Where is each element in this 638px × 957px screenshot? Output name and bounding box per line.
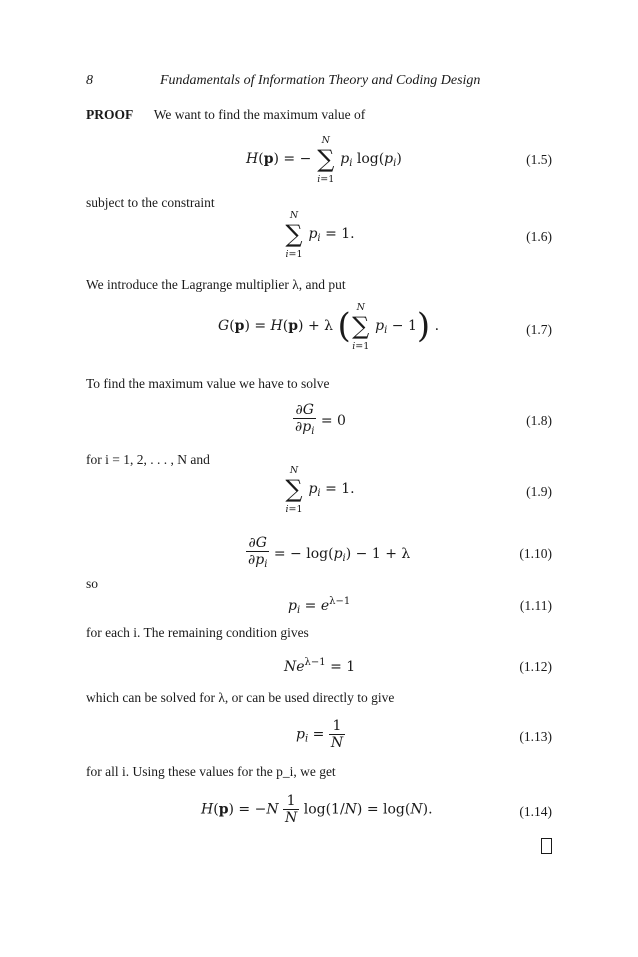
page-number: 8	[86, 73, 93, 88]
text-subject-to: subject to the constraint	[86, 195, 215, 210]
equation-1-9: N ∑ i=1 $p_i = 1$.	[285, 465, 355, 515]
equation-1-8: $\frac{\partial G}{\partial p_i}$ = 0	[295, 402, 346, 437]
eq-number-1-9: (1.9)	[526, 484, 552, 499]
equation-1-12: $Ne^{\lambda-1} = 1$	[284, 657, 356, 675]
text-for-all-i: for all i. Using these values for the p_i, we get	[86, 764, 336, 779]
equation-1-11: $p_i = e^{\lambda-1}$	[288, 596, 351, 616]
text-which-can: which can be solved for λ, or can be used directly to give	[86, 690, 395, 705]
running-title: Fundamentals of Information Theory and Coding Design	[160, 73, 481, 88]
equation-1-5: H(p) = − N ∑ i=1 $p_i$ $\log(p_i)$	[246, 135, 402, 185]
proof-intro: We want to find the maximum value of	[153, 107, 366, 122]
equation-1-13: $p_i$ = $\frac{1}{N}$	[296, 718, 344, 751]
text-for-each-i: for each i. The remaining condition gives	[86, 625, 309, 640]
eq-number-1-11: (1.11)	[519, 598, 552, 613]
eq-number-1-14: (1.14)	[519, 804, 552, 819]
eq-number-1-5: (1.5)	[526, 152, 552, 167]
equation-1-14: H(p) = −N $\frac{1}{N}$ log(1/N) = log(N).	[201, 793, 433, 826]
proof-label: PROOF	[86, 107, 134, 122]
equation-1-6: N ∑ i=1 $p_i = 1$.	[285, 210, 355, 260]
text-for-i: for i = 1, 2, . . . , N and	[86, 452, 210, 467]
eq-number-1-6: (1.6)	[526, 229, 552, 244]
eq-number-1-7: (1.7)	[526, 322, 552, 337]
eq-number-1-10: (1.10)	[519, 546, 552, 561]
end-of-proof-icon	[541, 838, 552, 854]
text-so: so	[86, 576, 99, 591]
text-lagrange: We introduce the Lagrange multiplier λ, and put	[86, 277, 346, 292]
text-to-find: To find the maximum value we have to solve	[86, 376, 330, 391]
equation-1-7: G(p) = H(p) + λ ( N ∑ i=1 $p_i - 1$) .	[218, 302, 440, 352]
eq-number-1-8: (1.8)	[526, 413, 552, 428]
eq-number-1-13: (1.13)	[519, 729, 552, 744]
equation-1-10: $\frac{\partial G}{\partial p_i}$ = − $\log(p_i) - 1 + \lambda$	[248, 535, 411, 570]
proof-line	[86, 107, 365, 123]
eq-number-1-12: (1.12)	[519, 659, 552, 674]
